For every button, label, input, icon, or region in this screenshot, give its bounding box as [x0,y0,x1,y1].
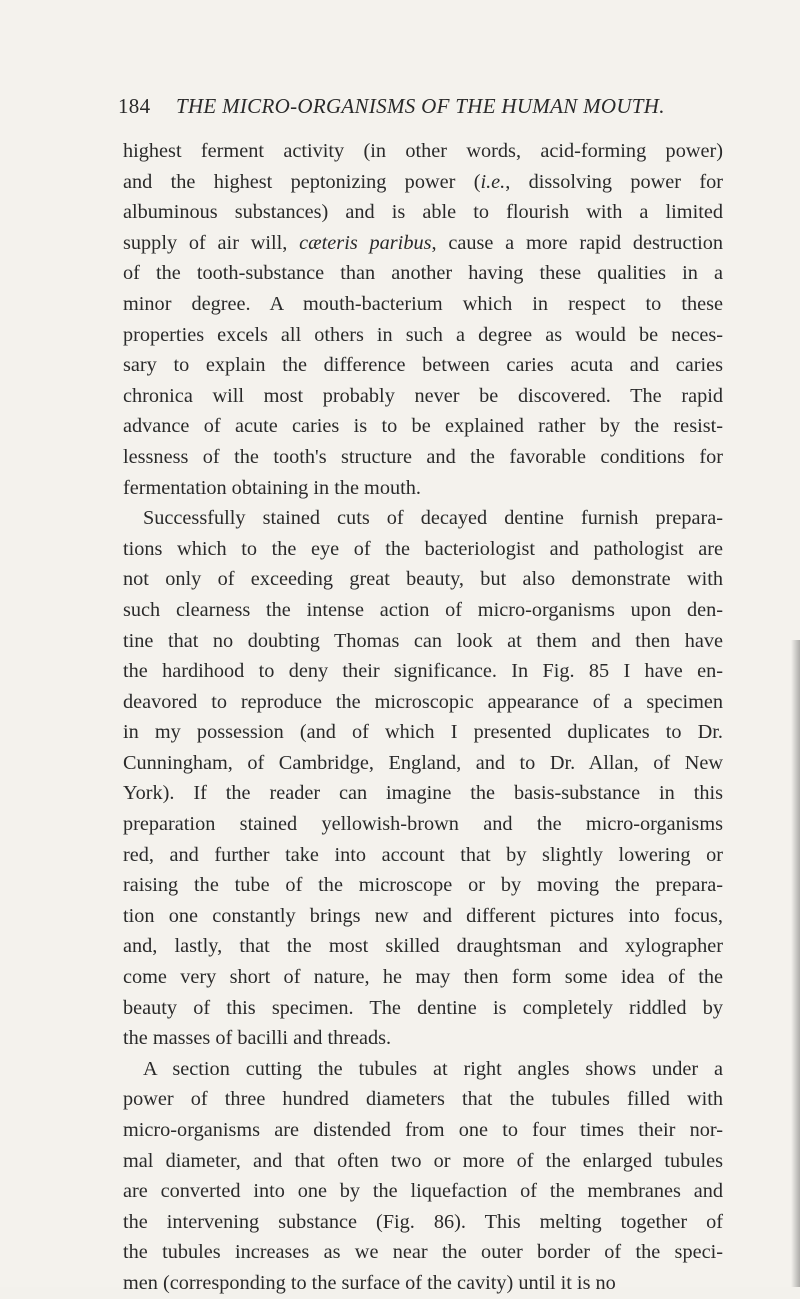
text-line: minor degree. A mouth-bacterium which in respect to these [123,292,723,315]
text-line: A section cutting the tubules at right angles shows under a [143,1057,723,1080]
text-line: the intervening substance (Fig. 86). This melting together of [123,1210,723,1233]
text-line: the masses of bacilli and threads. [123,1027,392,1050]
text-line: the tubules increases as we near the outer border of the speci- [123,1241,723,1264]
text-line: in my possession (and of which I presented duplicates to Dr. [123,721,723,744]
text-line: men (corresponding to the surface of the cavity) until it is no [123,1271,616,1294]
text-line: of the tooth-substance than another having these qualities in a [123,262,723,285]
text-line: such clearness the intense action of micro-organisms upon den- [123,598,723,621]
text-line: tion one constantly brings new and different pictures into focus, [123,904,723,927]
text-line: mal diameter, and that often two or more of the enlarged tubules [123,1149,723,1172]
text-line: chronica will most probably never be discovered. The rapid [123,384,723,407]
text-line: micro-organisms are distended from one to four times their nor- [123,1119,723,1141]
text-line: not only of exceeding great beauty, but also demonstrate with [123,568,723,591]
text-line: and, lastly, that the most skilled draughtsman and xylographer [123,935,723,958]
text-line: the hardihood to deny their significance. In Fig. 85 I have en- [123,660,723,683]
text-line: deavored to reproduce the microscopic appearance of a specimen [123,690,723,713]
text-line: are converted into one by the liquefaction of the membranes and [123,1180,723,1203]
text-line: tine that no doubting Thomas can look at them and then have [123,629,723,652]
text-line: red, and further take into account that by slightly lowering or [123,843,723,866]
text-line: power of three hundred diameters that the tubules filled with [123,1088,723,1111]
page-number: 184 [118,94,151,118]
text-line: supply of air will, cæteris paribus, cause a more rapid destruction [123,231,723,254]
text-line: Successfully stained cuts of decayed dentine furnish prepara- [143,507,723,530]
text-line: properties excels all others in such a degree as would be neces- [123,323,723,346]
body-text [123,136,723,1299]
text-line: tions which to the eye of the bacteriologist and pathologist are [123,537,723,560]
running-title: THE MICRO-ORGANISMS OF THE HUMAN MOUTH. [175,94,665,118]
text-line: sary to explain the difference between caries acuta and caries [123,354,723,377]
text-line: albuminous substances) and is able to flourish with a limited [123,201,723,224]
page-edge-shadow [791,640,800,1287]
paragraph [123,1054,723,1299]
text-line: preparation stained yellowish-brown and the micro-organisms [123,813,723,836]
text-line: beauty of this specimen. The dentine is completely riddled by [123,996,723,1019]
paragraph [123,136,723,503]
running-header [118,94,738,124]
text-line: advance of acute caries is to be explained rather by the resist- [123,415,723,438]
paragraph [123,503,723,1054]
text-line: fermentation obtaining in the mouth. [123,476,421,499]
text-line: raising the tube of the microscope or by moving the prepara- [123,874,723,897]
text-line: lessness of the tooth's structure and the favorable conditions for [123,445,723,468]
text-line: Cunningham, of Cambridge, England, and to Dr. Allan, of New [123,751,723,774]
text-line: and the highest peptonizing power (i.e., dissolving power for [123,170,723,193]
text-line: come very short of nature, he may then form some idea of the [123,966,723,989]
text-line: highest ferment activity (in other words, acid-forming power) [123,140,723,162]
text-line: York). If the reader can imagine the basis-substance in this [123,782,723,805]
